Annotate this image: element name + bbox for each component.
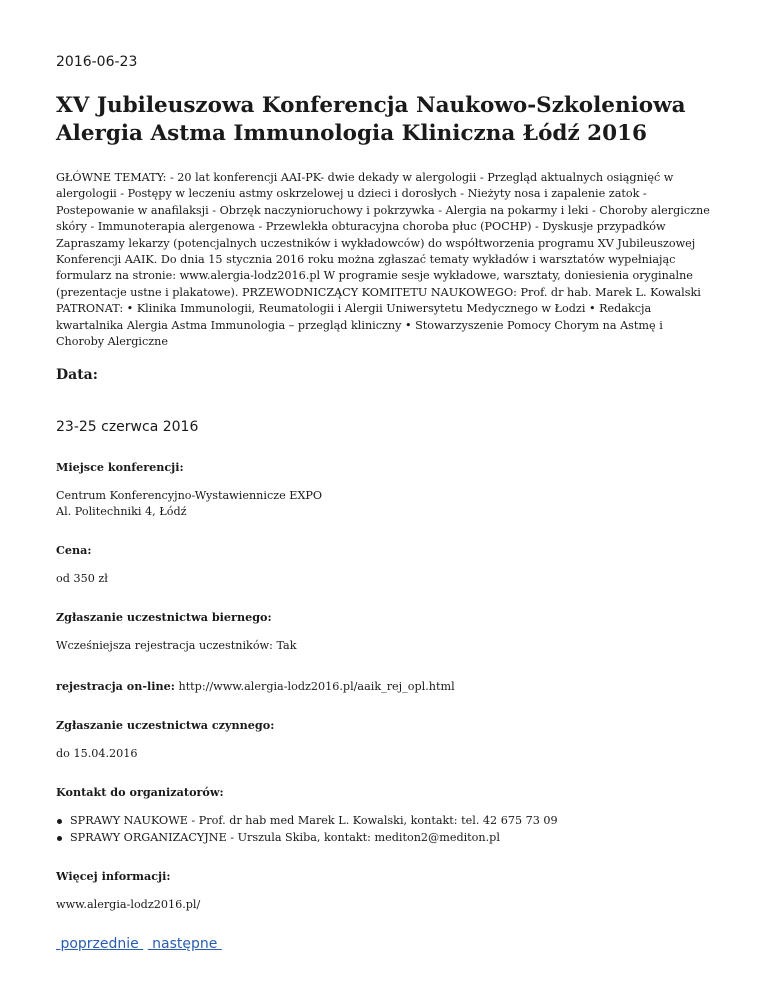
- contact-scientific: SPRAWY NAUKOWE - Prof. dr hab med Marek L. Kowalski, kontakt: tel. 42 675 73 09: [70, 814, 558, 828]
- lead-paragraph: GŁÓWNE TEMATY: - 20 lat konferencji AAI-PK- dwie dekady w alergologii - Przegląd aktualnych osiągnięć w alergologii - Postępy w leczeniu astmy oskrzelowej u dzieci i dorosłych - Nieżyty nosa i zapalenie zatok - Postepowanie w anafilaksji - Obrzęk naczynioruchowy i pokrzywka - Alergia na pokarmy i leki - Choroby alergiczne skóry - Immunoterapia alergenowa - Przewlekła obturacyjna choroba płuc (POCHP) - Dyskusje przypadków Zapraszamy lekarzy (potencjalnych uczestników i wykładowców) do współtworzenia programu XV Jubileuszowej Konferencji AAIK. Do dnia 15 stycznia 2016 roku można zgłaszać tematy wykładów i warsztatów wypełniając formularz na stronie: www.alergia-lodz2016.pl W programie sesje wykładowe, warsztaty, doniesienia oryginalne (prezentacje ustne i plakatowe). PRZEWODNICZĄCY KOMITETU NAUKOWEGO: Prof. dr hab. Marek L. Kowalski PATRONAT: • Klinika Immunologii, Reumatologii i Alergii Uniwersytetu Medycznego w Łodzi • Redakcja kwartalnika Alergia Astma Immunologia – przegląd kliniczny • Stowarzyszenie Pomocy Chorym na Astmę i Choroby Alergiczne: [56, 171, 710, 349]
- venue-label: Miejsce konferencji:: [56, 460, 184, 475]
- price-label: Cena:: [56, 543, 92, 558]
- date-value: 23-25 czerwca 2016: [56, 419, 199, 436]
- price-value: od 350 zł: [56, 572, 108, 586]
- active-participation-value: do 15.04.2016: [56, 747, 138, 761]
- online-registration-url: http://www.alergia-lodz2016.pl/aaik_rej_opl.html: [178, 680, 455, 694]
- contact-label: Kontakt do organizatorów:: [56, 785, 224, 800]
- active-participation-label: Zgłaszanie uczestnictwa czynnego:: [56, 718, 275, 733]
- date-label: Data:: [56, 367, 98, 384]
- next-link[interactable]: następne: [147, 936, 222, 953]
- publish-date: 2016-06-23: [56, 54, 138, 70]
- previous-link[interactable]: poprzednie: [56, 936, 144, 953]
- more-info-value: www.alergia-lodz2016.pl/: [56, 898, 201, 912]
- venue-line-1: Centrum Konferencyjno-Wystawiennicze EXPO: [56, 489, 323, 503]
- more-info-label: Więcej informacji:: [56, 869, 171, 884]
- contact-list: [56, 813, 712, 846]
- pagination: [56, 934, 712, 954]
- bullet-icon: [57, 819, 62, 824]
- contact-organizational: SPRAWY ORGANIZACYJNE - Urszula Skiba, kontakt: mediton2@mediton.pl: [70, 830, 500, 844]
- bullet-icon: [57, 836, 62, 841]
- list-item: [56, 813, 712, 830]
- online-registration-label: rejestracja on-line:: [56, 679, 175, 694]
- passive-participation-value: Wcześniejsza rejestracja uczestników: Tak: [56, 639, 297, 653]
- online-registration: [56, 678, 712, 695]
- passive-participation-label: Zgłaszanie uczestnictwa biernego:: [56, 610, 272, 625]
- page-title: XV Jubileuszowa Konferencja Naukowo-Szkoleniowa Alergia Astma Immunologia Kliniczna Łódź 2016: [56, 93, 686, 146]
- venue-line-2: Al. Politechniki 4, Łódź: [56, 505, 187, 519]
- list-item: [56, 830, 712, 847]
